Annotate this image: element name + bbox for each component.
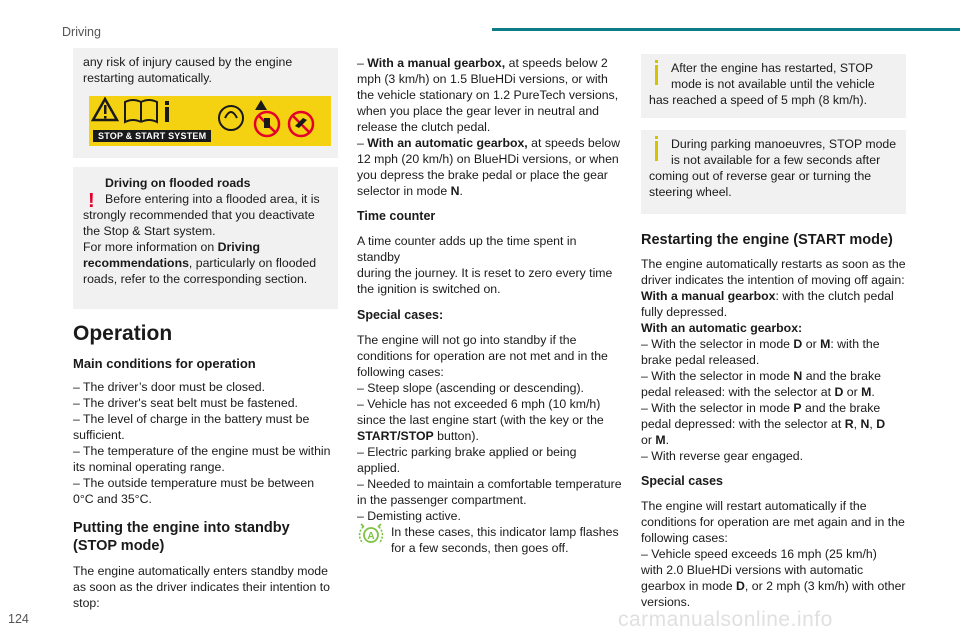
lamp-note-line: for a few seconds, then goes off. bbox=[391, 541, 569, 555]
warning-text-line: the Stop & Start system. bbox=[83, 224, 216, 238]
lamp-note-line: In these cases, this indicator lamp flashes bbox=[391, 525, 619, 539]
standby-text bbox=[73, 563, 338, 611]
risk-text-line: restarting automatically. bbox=[83, 71, 212, 85]
column-right bbox=[641, 54, 906, 610]
info-line: is not available for a few seconds after bbox=[671, 153, 881, 167]
warning-text-line: strongly recommended that you deactivate bbox=[83, 208, 315, 222]
manual-gearbox-line: – With a manual gearbox, at speeds below 2 bbox=[357, 56, 608, 70]
special-case-line: conditions for operation are met again and in the bbox=[641, 515, 905, 529]
standby-text-line: stop: bbox=[73, 596, 100, 610]
header-accent-bar bbox=[492, 28, 960, 31]
main-conditions-heading: Main conditions for operation bbox=[73, 356, 256, 371]
column-left bbox=[73, 48, 338, 611]
special-case-line: since the last engine start (with the key or the bbox=[357, 413, 604, 427]
manual-gearbox-line: mph (3 km/h) on 1.5 BlueHDi versions, or with bbox=[357, 72, 608, 86]
info-box-parking bbox=[641, 130, 906, 214]
engine-start-icon bbox=[219, 106, 243, 130]
info-line: steering wheel. bbox=[649, 185, 732, 199]
special-cases-text bbox=[641, 498, 906, 610]
condition-line: 0°C and 35°C. bbox=[73, 492, 152, 506]
info-line: has reached a speed of 5 mph (8 km/h). bbox=[649, 93, 868, 107]
warning-text-line: Before entering into a flooded area, it is bbox=[105, 192, 320, 206]
special-cases-heading: Special cases bbox=[641, 474, 724, 488]
restart-heading: Restarting the engine (START mode) bbox=[641, 232, 893, 248]
standby-text-line: as soon as the driver indicates their intention to bbox=[73, 580, 331, 594]
column-middle bbox=[357, 55, 622, 556]
manual-gearbox-line: when you place the gear lever in neutral and bbox=[357, 104, 599, 118]
section-title: Driving bbox=[62, 25, 101, 39]
special-case-line: START/STOP button). bbox=[357, 429, 479, 443]
special-case-line: The engine will restart automatically if the bbox=[641, 499, 867, 513]
flooded-roads-warning bbox=[73, 167, 338, 309]
time-counter-line: during the journey. It is reset to zero every time bbox=[357, 266, 613, 280]
restart-line: – With the selector in mode N and the brake bbox=[641, 369, 881, 383]
operation-heading: Operation bbox=[73, 322, 173, 345]
info-line: mode is not available until the vehicle bbox=[671, 77, 875, 91]
condition-line: – The outside temperature must be between bbox=[73, 476, 315, 490]
auto-gearbox-line: selector in mode N. bbox=[357, 184, 463, 198]
auto-gearbox-line: – With an automatic gearbox, at speeds below bbox=[357, 136, 621, 150]
auto-gearbox-line: 12 mph (20 km/h) on BlueHDi versions, or when bbox=[357, 152, 619, 166]
warning-title: Driving on flooded roads bbox=[105, 176, 251, 190]
restart-line: With an automatic gearbox: bbox=[641, 321, 803, 335]
warning-exclamation-icon: ! bbox=[88, 190, 95, 212]
special-cases-heading: Special cases: bbox=[357, 308, 444, 322]
restart-line: – With the selector in mode P and the brake bbox=[641, 401, 881, 415]
special-case-line: conditions for operation are not met and in the bbox=[357, 349, 608, 363]
special-case-line: The engine will not go into standby if the bbox=[357, 333, 577, 347]
restart-line: – With the selector in mode D or M: with the bbox=[641, 337, 880, 351]
special-case-line: gearbox in mode D, or 2 mph (3 km/h) with other bbox=[641, 579, 906, 593]
restart-text bbox=[641, 256, 906, 464]
warning-text-line: roads, refer to the corresponding section. bbox=[83, 272, 308, 286]
special-case-line: – Steep slope (ascending or descending). bbox=[357, 381, 584, 395]
restart-line: or M. bbox=[641, 433, 670, 447]
conditions-list bbox=[73, 379, 338, 507]
manual-gearbox-line: release the clutch pedal. bbox=[357, 120, 491, 134]
no-hands-icon bbox=[255, 100, 267, 110]
time-counter-heading: Time counter bbox=[357, 209, 436, 223]
stop-start-label-banner bbox=[89, 96, 331, 146]
auto-gearbox-line: you depress the brake pedal or place the gear bbox=[357, 168, 608, 182]
special-case-line: in the passenger compartment. bbox=[357, 493, 527, 507]
time-counter-line: the ignition is switched on. bbox=[357, 282, 501, 296]
info-line: During parking manoeuvres, STOP mode bbox=[671, 137, 897, 151]
warning-text-line: recommendations, particularly on flooded bbox=[83, 256, 317, 270]
warning-triangle-mark bbox=[104, 105, 107, 114]
stop-start-system-label: STOP & START SYSTEM bbox=[93, 130, 211, 142]
info-icon bbox=[655, 65, 658, 85]
manual-book-icon bbox=[125, 100, 157, 122]
info-icon bbox=[655, 141, 658, 161]
restart-line: With a manual gearbox: with the clutch pedal bbox=[641, 289, 894, 303]
restart-line: The engine automatically restarts as soon as the bbox=[641, 257, 906, 271]
condition-line: – The temperature of the engine must be within bbox=[73, 444, 331, 458]
special-case-line: – Vehicle speed exceeds 16 mph (25 km/h) bbox=[641, 547, 877, 561]
special-case-line: – Demisting active. bbox=[357, 509, 461, 523]
risk-box bbox=[73, 48, 338, 158]
special-case-line: applied. bbox=[357, 461, 401, 475]
warning-text-line: For more information on Driving bbox=[83, 240, 261, 254]
watermark: carmanualsonline.info bbox=[618, 608, 833, 631]
restart-line: pedal released: with the selector at D or M. bbox=[641, 385, 875, 399]
restart-line: brake pedal released. bbox=[641, 353, 760, 367]
time-counter-line: A time counter adds up the time spent in standby bbox=[357, 234, 577, 264]
special-cases-text bbox=[357, 332, 622, 524]
special-case-line: with 2.0 BlueHDi versions with automatic bbox=[641, 563, 864, 577]
special-case-line: following cases: bbox=[641, 531, 728, 545]
special-case-line: following cases: bbox=[357, 365, 444, 379]
standby-heading: Putting the engine into standby bbox=[73, 520, 290, 536]
special-case-line: versions. bbox=[641, 595, 691, 609]
condition-line: sufficient. bbox=[73, 428, 125, 442]
restart-line: – With reverse gear engaged. bbox=[641, 449, 804, 463]
special-case-line: – Electric parking brake applied or being bbox=[357, 445, 577, 459]
stop-start-warning-lamp-icon bbox=[358, 523, 384, 547]
svg-text:A: A bbox=[367, 531, 375, 542]
info-line: coming out of reverse gear or turning the bbox=[649, 169, 872, 183]
restart-line: pedal depressed: with the selector at R, N, D bbox=[641, 417, 886, 431]
restart-line: driver indicates the intention of moving off again: bbox=[641, 273, 905, 287]
restart-line: fully depressed. bbox=[641, 305, 728, 319]
info-box-stop-unavailable bbox=[641, 54, 906, 118]
condition-line: – The level of charge in the battery must be bbox=[73, 412, 310, 426]
indicator-lamp-note bbox=[357, 524, 622, 556]
standby-text-line: The engine automatically enters standby mode bbox=[73, 564, 328, 578]
info-line: After the engine has restarted, STOP bbox=[671, 61, 874, 75]
time-counter-text bbox=[357, 233, 622, 297]
special-case-line: – Needed to maintain a comfortable temperature bbox=[357, 477, 622, 491]
manual-gearbox-line: the vehicle stationary on 1.2 PureTech versions, bbox=[357, 88, 619, 102]
special-case-line: – Vehicle has not exceeded 6 mph (10 km/h) bbox=[357, 397, 601, 411]
condition-line: – The driver’s door must be closed. bbox=[73, 380, 266, 394]
risk-text-line: any risk of injury caused by the engine bbox=[83, 55, 293, 69]
page-number: 124 bbox=[8, 612, 29, 626]
condition-line: its nominal operating range. bbox=[73, 460, 225, 474]
standby-heading: (STOP mode) bbox=[73, 538, 165, 554]
condition-line: – The driver's seat belt must be fastened. bbox=[73, 396, 298, 410]
